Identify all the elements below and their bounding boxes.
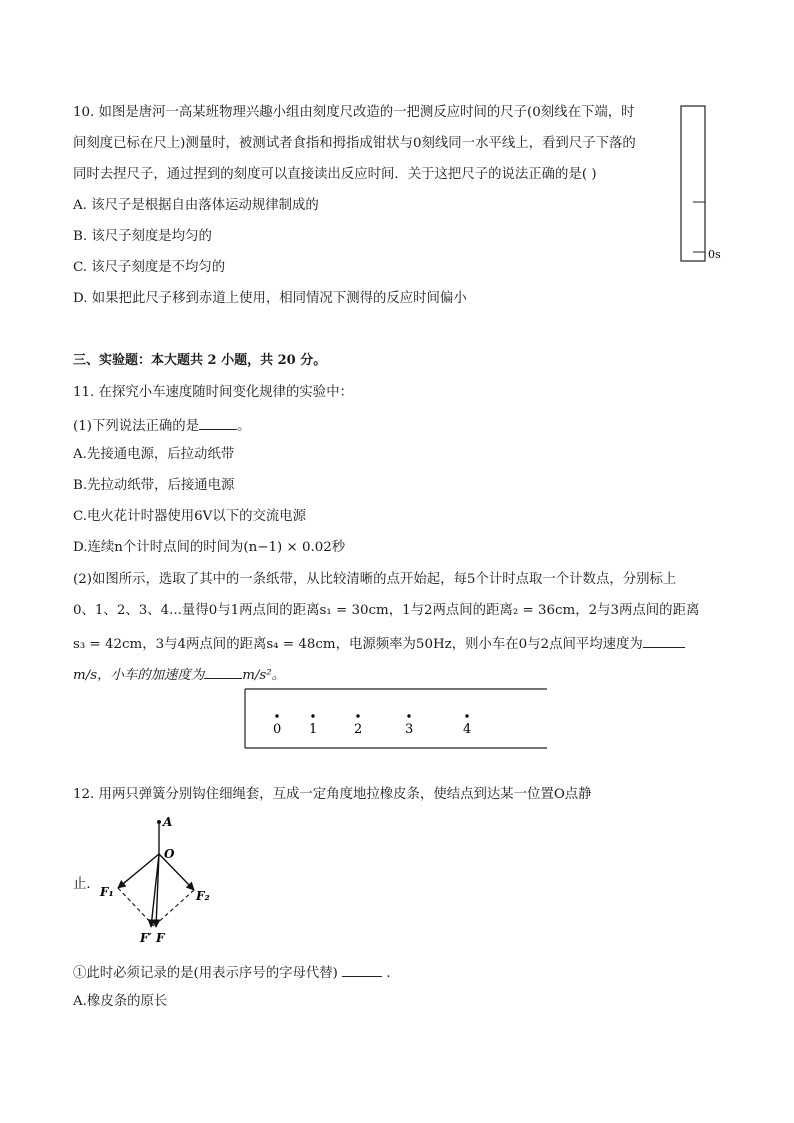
parallelogram-side-2 (154, 890, 194, 926)
tape-label-3: 3 (405, 722, 414, 737)
q12-sub1-suffix: ． (386, 966, 400, 981)
tape-label-1: 1 (309, 722, 318, 737)
label-a: A (163, 815, 173, 829)
q11-option-c: C.电火花计时器使用6V以下的交流电源 (73, 509, 307, 524)
q10-option-d: D. 如果把此尺子移到赤道上使用，相同情况下测得的反应时间偏小 (73, 291, 467, 306)
label-f2: F₂ (196, 889, 210, 903)
label-f: F (156, 931, 165, 945)
q11-option-b: B.先拉动纸带，后接通电源 (73, 478, 235, 493)
q11-part2-line-4-a: m/s，小车的加速度为 (73, 668, 205, 683)
section-3-heading: 三、实验题：本大题共 2 小题，共 20 分。 (73, 353, 327, 368)
q12-sub1 (73, 962, 400, 983)
tape-dot-0 (275, 714, 278, 717)
tape-dot-2 (356, 714, 359, 717)
tape-dot-3 (407, 714, 410, 717)
point-a-dot (157, 820, 161, 824)
q12-sub1-prefix: ①此时必须记录的是(用表示序号的字母代替) (73, 966, 338, 981)
q11-part2-line-4 (73, 664, 285, 685)
q11-option-d: D.连续n个计时点间的时间为(n−1) × 0.02秒 (73, 540, 346, 555)
q12-intro: 12. 用两只弹簧分别钩住细绳套，互成一定角度地拉橡皮条，使结点到达某一位置O点静 (73, 787, 592, 802)
force-f1-vector (118, 854, 159, 888)
q11-intro: 11. 在探究小车速度随时间变化规律的实验中： (73, 385, 353, 400)
q11-part2-line-2: 0、1、2、3、4...量得0与1两点间的距离s₁ = 30cm，1与2两点间的距离₂ = 36cm，2与3两点间的距离 (73, 603, 700, 618)
tape-dot-4 (465, 714, 468, 717)
ruler-body (681, 106, 705, 261)
q11-part2-line-4-b: m/s²。 (242, 668, 286, 683)
tape-label-2: 2 (354, 722, 363, 737)
q12-option-a: A.橡皮条的原长 (73, 994, 168, 1009)
q11-part2-line-3-text: s₃ = 42cm，3与4两点间的距离s₄ = 48cm，电源频率为50Hz，则小车在0与2点间平均速度为 (73, 637, 643, 652)
q11-option-a: A.先接通电源，后拉动纸带 (73, 447, 235, 462)
q12-tail: 止． (73, 877, 100, 892)
q10-option-b: B. 该尺子刻度是均匀的 (73, 229, 212, 244)
q11-part1-prefix: (1)下列说法正确的是 (73, 419, 200, 434)
q10-stem-line-1: 10. 如图是唐河一高某班物理兴趣小组由刻度尺改造的一把测反应时间的尺子(0刻线在下端，时 (73, 105, 635, 120)
answer-blank[interactable] (199, 415, 237, 430)
tape-label-4: 4 (463, 722, 472, 737)
answer-blank[interactable] (204, 664, 242, 679)
q11-part1-suffix: 。 (237, 419, 251, 434)
tape-dot-1 (311, 714, 314, 717)
label-f1: F₁ (100, 885, 114, 899)
label-f-prime: F′ (140, 931, 152, 945)
answer-blank[interactable] (342, 962, 382, 977)
answer-blank[interactable] (643, 633, 685, 648)
force-diagram (96, 812, 216, 948)
tape-label-0: 0 (273, 722, 282, 737)
q11-part1 (73, 415, 250, 436)
ruler-zero-label: 0s (708, 248, 721, 261)
reaction-ruler-figure (675, 102, 735, 267)
q10-stem-line-3: 同时去捏尺子，通过捏到的刻度可以直接读出反应时间．关于这把尺子的说法正确的是( ) (73, 167, 597, 182)
label-o: O (164, 847, 175, 861)
q11-part2-line-1: (2)如图所示，选取了其中的一条纸带，从比较清晰的点开始起，每5个计时点取一个计数点，分别标上 (73, 572, 677, 587)
parallelogram-side-1 (118, 888, 154, 926)
q11-part2-line-3 (73, 633, 685, 654)
q10-option-a: A. 该尺子是根据自由落体运动规律制成的 (73, 198, 319, 213)
q10-option-c: C. 该尺子刻度是不均匀的 (73, 260, 226, 275)
paper-tape-figure (243, 687, 549, 751)
q10-stem-line-2: 间刻度已标在尺上)测量时，被测试者食指和拇指成钳状与0刻线同一水平线上，看到尺子下落的 (73, 136, 636, 151)
